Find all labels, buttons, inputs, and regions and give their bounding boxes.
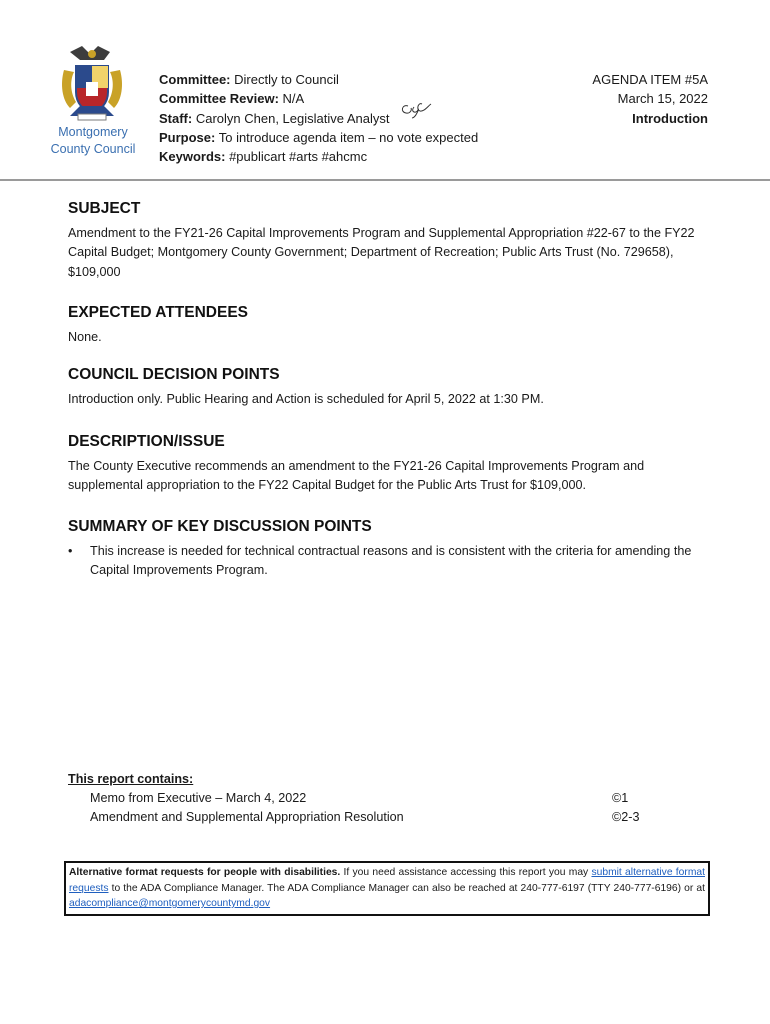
- notice-text-1: If you need assistance accessing this report you may: [340, 867, 592, 878]
- county-seal-logo: [56, 44, 128, 124]
- subject-section: [68, 200, 704, 282]
- attendees-heading: EXPECTED ATTENDEES: [68, 304, 248, 321]
- alternative-format-link[interactable]: submit alternative format requests: [69, 867, 705, 894]
- agenda-info: [592, 70, 708, 128]
- notice-text-2: to the ADA Compliance Manager. The ADA Compliance Manager can also be reached at 240-777-6197 (TTY 240-777-6196) or at: [108, 882, 705, 894]
- description-text: The County Executive recommends an amendment to the FY21-26 Capital Improvements Program and supplemental appropriation to the FY22 Capital Budget for the Public Arts Trust for $109,000.: [68, 459, 645, 493]
- attendees-section: [68, 304, 704, 347]
- purpose-row: Purpose: To introduce agenda item – no vote expected: [159, 129, 479, 145]
- decision-text: Introduction only. Public Hearing and Action is scheduled for April 5, 2022 at 1:30 PM.: [68, 392, 544, 406]
- description-heading: DESCRIPTION/ISSUE: [68, 433, 225, 450]
- decision-heading: COUNCIL DECISION POINTS: [68, 366, 280, 383]
- staff-signature: [398, 100, 434, 120]
- agenda-item-number: AGENDA ITEM #5A: [592, 72, 708, 87]
- report-item-pages: ©1: [612, 791, 629, 805]
- notice-lead: Alternative format requests for people with disabilities.: [69, 867, 341, 878]
- report-item: [68, 808, 648, 827]
- report-contents-heading: This report contains:: [68, 772, 194, 786]
- accessibility-notice: [64, 861, 710, 916]
- org-name-line1: Montgomery: [58, 125, 128, 139]
- org-name: [40, 124, 146, 158]
- report-item: [68, 789, 648, 808]
- ada-email-link[interactable]: adacompliance@montgomerycountymd.gov: [69, 898, 271, 909]
- org-name-line2: County Council: [50, 142, 136, 156]
- subject-heading: SUBJECT: [68, 200, 141, 217]
- agenda-type: Introduction: [632, 110, 708, 126]
- committee-row: Committee: Directly to Council: [159, 72, 339, 87]
- keywords-row: Keywords: #publicart #arts #ahcmc: [159, 149, 368, 165]
- summary-bullet: [68, 542, 704, 581]
- attendees-text: None.: [68, 330, 102, 344]
- report-item-title: Memo from Executive – March 4, 2022: [90, 791, 307, 805]
- agenda-date: March 15, 2022: [617, 91, 708, 107]
- subject-text: Amendment to the FY21-26 Capital Improvements Program and Supplemental Appropriation #22-67 to the FY22 Capital Budget; Montgomery County Government; Department of Recreation; Public Arts Trust (No. 729658), $109,000: [68, 226, 695, 279]
- summary-section: [68, 518, 704, 581]
- bullet-dot-icon: •: [68, 544, 73, 558]
- decision-section: [68, 366, 704, 409]
- summary-heading: SUMMARY OF KEY DISCUSSION POINTS: [68, 518, 372, 535]
- summary-bullet-text: This increase is needed for technical contractual reasons and is consistent with the criteria for amending the Capital Improvements Program.: [90, 544, 692, 578]
- description-section: [68, 433, 704, 496]
- report-item-title: Amendment and Supplemental Appropriation Resolution: [90, 810, 404, 824]
- report-contents: [68, 770, 648, 827]
- header-divider: [0, 179, 770, 181]
- report-item-pages: ©2-3: [612, 810, 640, 824]
- staff-row: Staff: Carolyn Chen, Legislative Analyst: [159, 110, 390, 126]
- committee-review-row: Committee Review: N/A: [159, 91, 305, 107]
